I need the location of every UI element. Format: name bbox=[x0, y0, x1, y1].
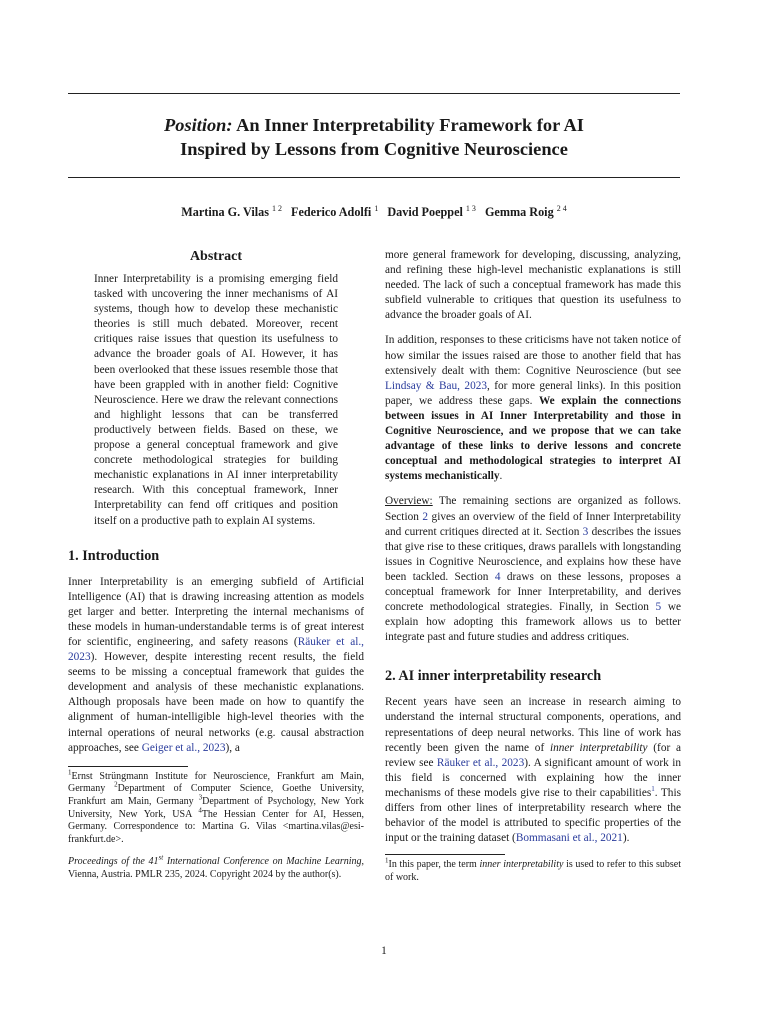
page-number: 1 bbox=[381, 945, 387, 957]
abstract-heading: Abstract bbox=[189, 249, 243, 264]
left-column bbox=[68, 248, 364, 881]
footnote-1: $^1$In this paper, the term inner interpretability is used to refer to this subset of work. bbox=[385, 856, 681, 883]
proceedings-note: Proceedings of the 41st International Conference on Machine Learning, Vienna, Austria. PMLR 235, 2024. Copyright 2024 by the author(s). bbox=[68, 853, 365, 880]
section-ref-3[interactable]: 3 bbox=[582, 525, 589, 538]
footnote-rule bbox=[385, 854, 505, 855]
section-ref-5[interactable]: 5 bbox=[655, 601, 662, 614]
citation-link[interactable]: Bommasani et al., 2021 bbox=[515, 832, 623, 845]
key-contribution: We explain the connections between issues in AI Inner Interpretability and those in Cognitive Neuroscience, and we propose that we can take advantage of these links to derive lessons and concrete conceptual and methodological strategies to interpret AI systems mechanistically bbox=[385, 394, 682, 483]
paper-title bbox=[68, 113, 680, 161]
author: Martina G. Vilas $^{1 2}$ bbox=[181, 203, 282, 219]
author: David Poeppel $^{1 3}$ bbox=[387, 203, 476, 219]
top-rule bbox=[68, 93, 680, 94]
author: Gemma Roig $^{2 4}$ bbox=[484, 203, 567, 219]
author: Federico Adolfi $^1$ bbox=[291, 203, 379, 219]
author-list bbox=[68, 203, 680, 221]
introduction-paragraph-2: In addition, responses to these criticisms have not taken notice of how similar the issues raised are those to another field that has extensively dealt with them: Cognitive Neuroscience (but see Lindsay & Bau, 2023, for more general links). In this position paper, we address these gaps. We explain the connections between issues in AI Inner Interpretability and those in Cognitive Neuroscience, and we propose that we can take advantage of these links to derive lessons and concrete conceptual and methodological strategies to interpret AI systems mechanistically. bbox=[385, 334, 682, 483]
footnote-marker[interactable]: 1 bbox=[651, 785, 655, 794]
title-prefix: Position: bbox=[164, 115, 233, 135]
citation-link[interactable]: Lindsay & Bau, 2023 bbox=[385, 379, 488, 392]
bottom-rule bbox=[68, 177, 680, 178]
citation-link[interactable]: Geiger et al., 2023 bbox=[141, 741, 226, 754]
introduction-heading: 1. Introduction bbox=[68, 547, 160, 564]
section-2-paragraph: Recent years have seen an increase in research aiming to understand the internal structural components, operations, and representations of deep neural networks. This line of work has recently been given the name of inner interpretability (for a review see Räuker et al., 2023). A significant amount of work in this field is concerned with explaining how the inner mechanisms of these models give rise to their capabilities$^1$. This differs from other lines of interpretability research where the behavior of the model is attributed to specific properties of the input or the training dataset (Bommasani et al., 2021). bbox=[385, 696, 681, 845]
footnote-rule bbox=[68, 766, 188, 767]
section-2-heading: 2. AI inner interpretability research bbox=[385, 668, 602, 685]
abstract-text: Inner Interpretability is a promising emerging field tasked with uncovering the inner mechanisms of AI systems, though how to develop these mechanistic theories is still much debated. Moreover, recent critiques raise issues that question its usefulness to advance the broader goals of AI. However, it has been overlooked that these issues resemble those that have been grappled with in another field: Cognitive Neuroscience. Here we draw the relevant connections and highlight lessons that can be transferred productively between fields. Based on these, we propose a general conceptual framework and give concrete methodological strategies for building mechanistic explanations in AI inner interpretability research. With this conceptual framework, Inner Interpretability can fend off critiques and position itself on a productive path to explain AI systems. bbox=[94, 273, 338, 527]
right-column bbox=[385, 248, 681, 884]
title-line-1: An Inner Interpretability Framework for AI bbox=[232, 115, 584, 135]
overview-paragraph: Overview: The remaining sections are organized as follows. Section 2 gives an overview of the field of Inner Interpretability and current critiques directed at it. Section 3 describes the issues that give rise to these critiques, draws parallels with longstanding issues in Cognitive Neuroscience, and explains how these have been tackled. Section 4 draws on these lessons, proposes a conceptual framework for Inner Interpretability, and derives concrete methodological strategies. Finally, in Section 5 we explain how adopting this framework allows us to better integrate past and future studies and address critiques. bbox=[385, 495, 682, 644]
citation-link[interactable]: Räuker et al., 2023 bbox=[436, 756, 525, 769]
overview-label: Overview: bbox=[385, 495, 433, 508]
title-line-2: Inspired by Lessons from Cognitive Neuroscience bbox=[180, 139, 568, 159]
introduction-paragraph: Inner Interpretability is an emerging subfield of Artificial Intelligence (AI) that is drawing increasing attention as models get larger and better. Interpreting the internal mechanisms of these models in human-understandable terms is of great interest for scientific, engineering, and safety reasons (Räuker et al., 2023). However, despite interesting recent results, the field seems to be missing a conceptual framework that guides the development and analysis of these mechanistic explanations. Although proposals have been made on how to quantify the alignment of human-intelligible high-level theories with the internal operations of neural networks (e.g. causal abstraction approaches, see Geiger et al., 2023), a bbox=[68, 575, 364, 754]
affiliations-footnote: $^1$Ernst Strüngmann Institute for Neuroscience, Frankfurt am Main, Germany $^2$Department of Computer Science, Goethe University, Frankfurt am Main, Germany $^3$Department of Psychology, New York University, New York, USA $^4$The Hessian Center for AI, Hessen, Germany. Correspondence to: Martina G. Vilas <martina.vilas@esi-frankfurt.de>. bbox=[68, 768, 364, 845]
section-ref-4[interactable]: 4 bbox=[494, 570, 501, 583]
citation-link[interactable]: Räuker et al., 2023 bbox=[68, 635, 364, 664]
introduction-continued: more general framework for developing, discussing, analyzing, and refining these high-level mechanistic explanations is still needed. The lack of such a conceptual framework has made this subfield vulnerable to critiques that question its usefulness to advance the broader goals of AI. bbox=[385, 249, 681, 322]
section-ref-2[interactable]: 2 bbox=[422, 510, 429, 523]
